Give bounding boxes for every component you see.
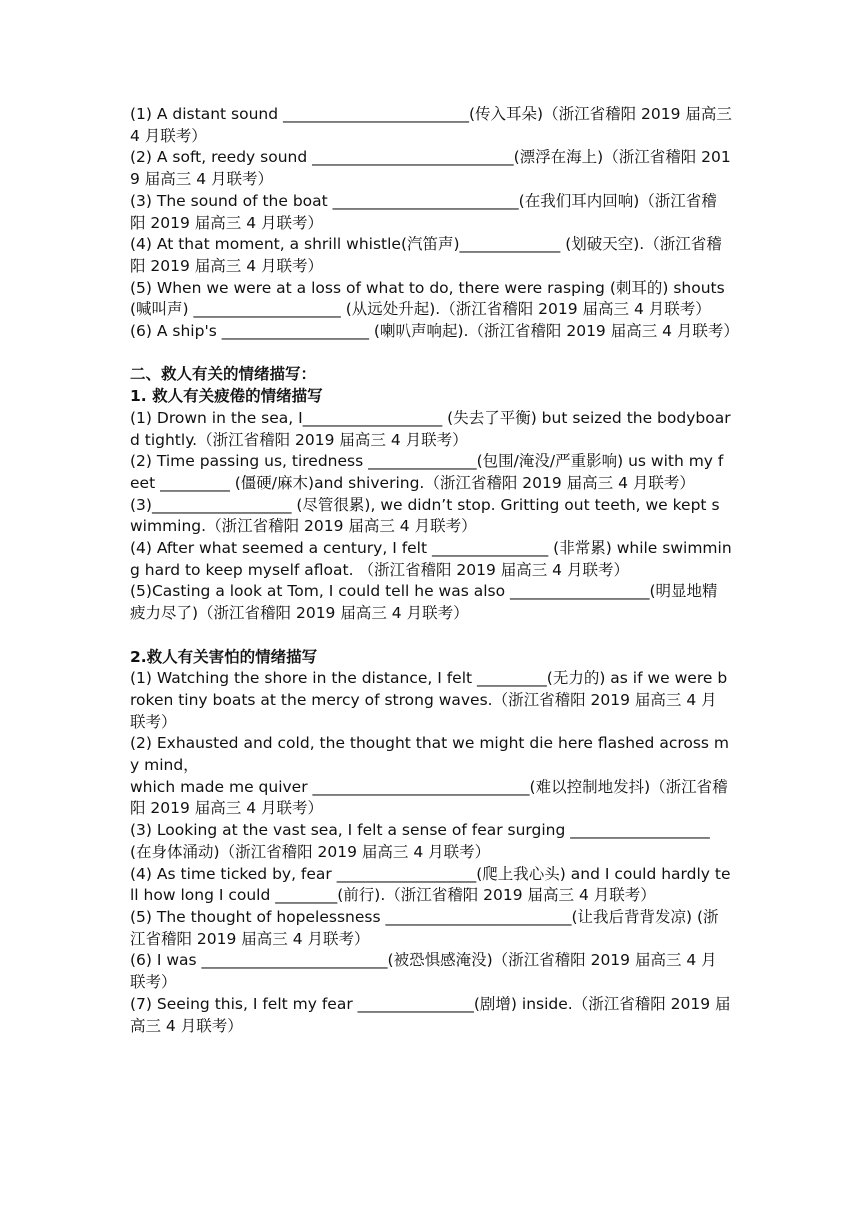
exercise-item: (5)Casting a look at Tom, I could tell he was also __________________(明显地精疲力尽了)（浙江省稽阳 2019 届高三 4 月联考） (130, 582, 718, 623)
spacer (130, 625, 732, 647)
exercise-item: (5) When we were at a loss of what to do, there were rasping (刺耳的) shouts(喊叫声) ___________________ (从远处升起).（浙江省稽阳 2019 届高三 4 月联考） (130, 278, 725, 319)
exercise-item: (2) Exhausted and cold, the thought that we might die here flashed across my mind， (130, 734, 730, 775)
section-heading: 二、救人有关的情绪描写： (130, 365, 317, 384)
exercise-item: (3)__________________ (尽管很累), we didn’t stop. Gritting out teeth, we kept swimming.（浙江省稽阳 2019 届高三 4 月联考） (130, 495, 720, 536)
tiredness-items (130, 408, 732, 625)
document-page (130, 104, 739, 1037)
exercise-item: (5) The thought of hopelessness ________________________(让我后背背发凉) (浙江省稽阳 2019 届高三 4 月联考） (130, 907, 719, 948)
exercise-item: (2) Time passing us, tiredness ______________(包围/淹没/严重影响) us with my feet _________ (僵硬/麻木)and shivering.（浙江省稽阳 2019 届高三 4 月联考） (130, 452, 724, 492)
section-sound-items (130, 104, 739, 343)
exercise-item: (1) Drown in the sea, I__________________ (失去了平衡) but seized the bodyboard tightly.（浙江省稽阳 2019 届高三 4 月联考） (130, 408, 731, 449)
exercise-item: (4) As time ticked by, fear __________________(爬上我心头) and I could hardly tell how long I could ________(前行).（浙江省稽阳 2019 届高三 4 月联考） (130, 864, 731, 905)
exercise-item: (1) Watching the shore in the distance, I felt _________(无力的) as if we were broken tiny boats at the mercy of strong waves.（浙江省稽阳 2019 届高三 4 月联考） (130, 669, 728, 731)
fear-items (130, 668, 732, 1037)
exercise-item: (6) I was ________________________(被恐惧感淹没)（浙江省稽阳 2019 届高三 4 月联考） (130, 951, 717, 992)
exercise-item: (4) After what seemed a century, I felt _______________ (非常累) while swimming hard to keep myself afloat. （浙江省稽阳 2019 届高三 4 月联考） (130, 539, 732, 579)
exercise-item: (3) Looking at the vast sea, I felt a sense of fear surging __________________ (在身体涌动)（浙江省稽阳 2019 届高三 4 月联考） (130, 821, 710, 861)
exercise-item: (4) At that moment, a shrill whistle(汽笛声)_____________ (划破天空).（浙江省稽阳 2019 届高三 4 月联考） (130, 235, 722, 275)
exercise-item: (7) Seeing this, I felt my fear _______________(剧增) inside.（浙江省稽阳 2019 届高三 4 月联考） (130, 994, 731, 1035)
exercise-item: which made me quiver ____________________________(难以控制地发抖)（浙江省稽阳 2019 届高三 4 月联考） (130, 777, 728, 818)
subsection-heading-tiredness: 1. 救人有关疲倦的情绪描写 (130, 387, 323, 406)
exercise-item: (3) The sound of the boat ________________________(在我们耳内回响)（浙江省稽阳 2019 届高三 4 月联考） (130, 191, 717, 232)
spacer (130, 343, 732, 365)
exercise-item: (2) A soft, reedy sound __________________________(漂浮在海上)（浙江省稽阳 2019 届高三 4 月联考） (130, 148, 731, 189)
subsection-heading-fear: 2.救人有关害怕的情绪描写 (130, 647, 318, 666)
exercise-item: (6) A ship's ___________________ (喇叭声响起).（浙江省稽阳 2019 届高三 4 月联考） (130, 322, 739, 341)
exercise-item: (1) A distant sound ________________________(传入耳朵)（浙江省稽阳 2019 届高三 4 月联考） (130, 105, 732, 145)
